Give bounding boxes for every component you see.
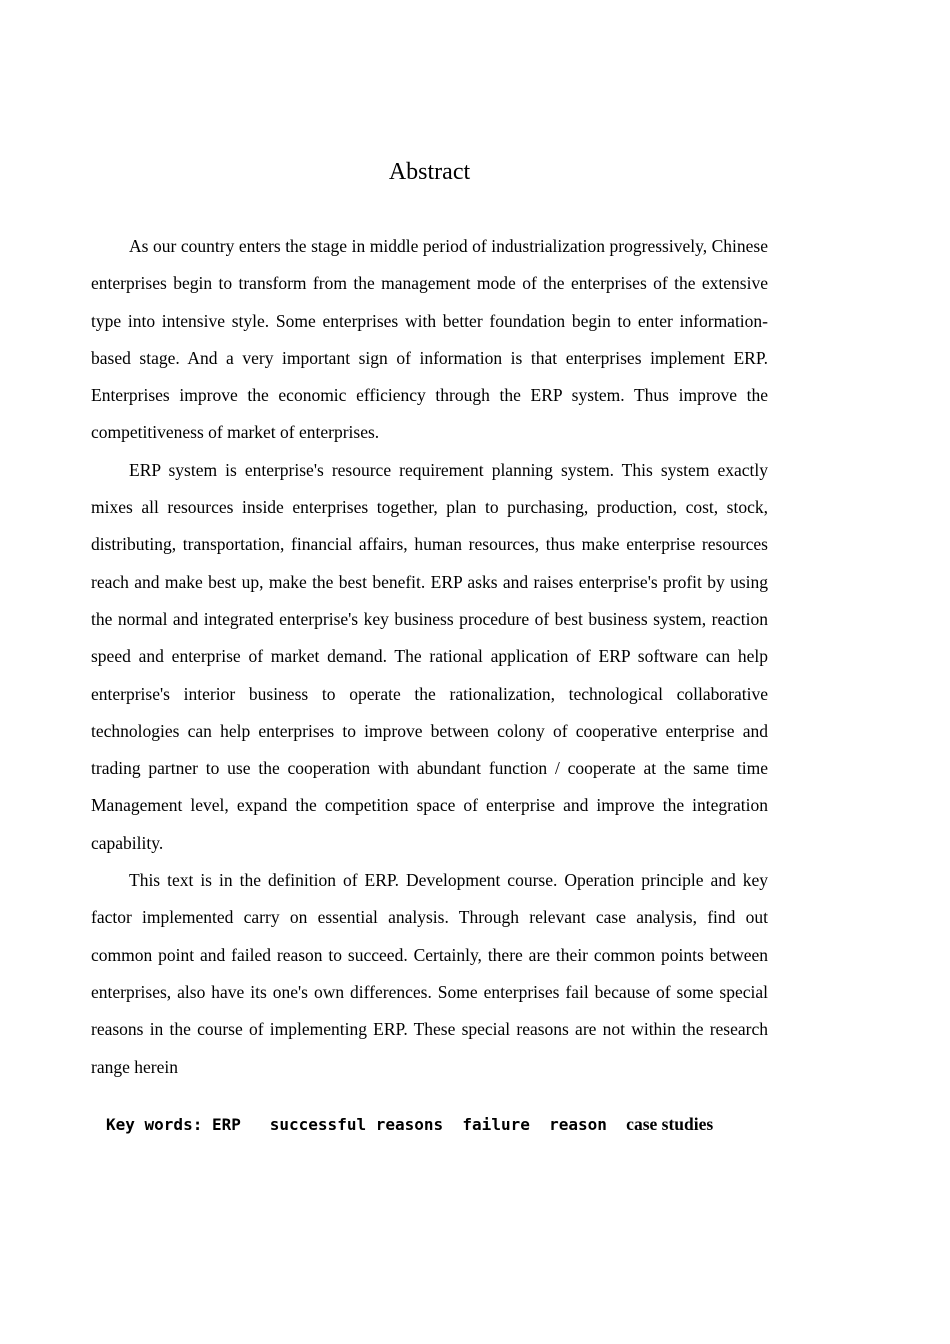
abstract-paragraph-3: This text is in the definition of ERP. Development course. Operation principle and key factor implemented carry on essential analysis. Through relevant case analysis, find out common point and failed reason to succeed. Certainly, there are their common points between enterprises, also have its one's own differences. Some enterprises fail because of some special reasons in the course of implementing ERP. These special reasons are not within the research range herein [91,870,768,1077]
abstract-paragraph-1: As our country enters the stage in middle period of industrialization progressively, Chinese enterprises begin to transform from the management mode of the enterprises of the extensive type into intensive style. Some enterprises with better foundation begin to enter information-based stage. And a very important sign of information is that enterprises implement ERP. Enterprises improve the economic efficiency through the ERP system. Thus improve the competitiveness of market of enterprises. [91,236,768,443]
keywords-last-term: case studies [626,1114,714,1134]
abstract-title: Abstract [388,159,471,185]
abstract-paragraph-2: ERP system is enterprise's resource requirement planning system. This system exactly mixes all resources inside enterprises together, plan to purchasing, production, cost, stock, distributing, transportation, financial affairs, human resources, thus make enterprise resources reach and make best up, make the best benefit. ERP asks and raises enterprise's profit by using the normal and integrated enterprise's key business procedure of best business system, reaction speed and enterprise of market demand. The rational application of ERP software can help enterprise's interior business to operate the rationalization, technological collaborative technologies can help enterprises to improve between colony of cooperative enterprise and trading partner to use the cooperation with abundant function / cooperate at the same time Management level, expand the competition space of enterprise and improve the integration capability. [91,459,768,853]
keywords-label-and-terms: Key words: ERP successful reasons failure reason [106,1115,627,1134]
keywords-line [106,1110,713,1139]
abstract-body [91,228,768,1086]
